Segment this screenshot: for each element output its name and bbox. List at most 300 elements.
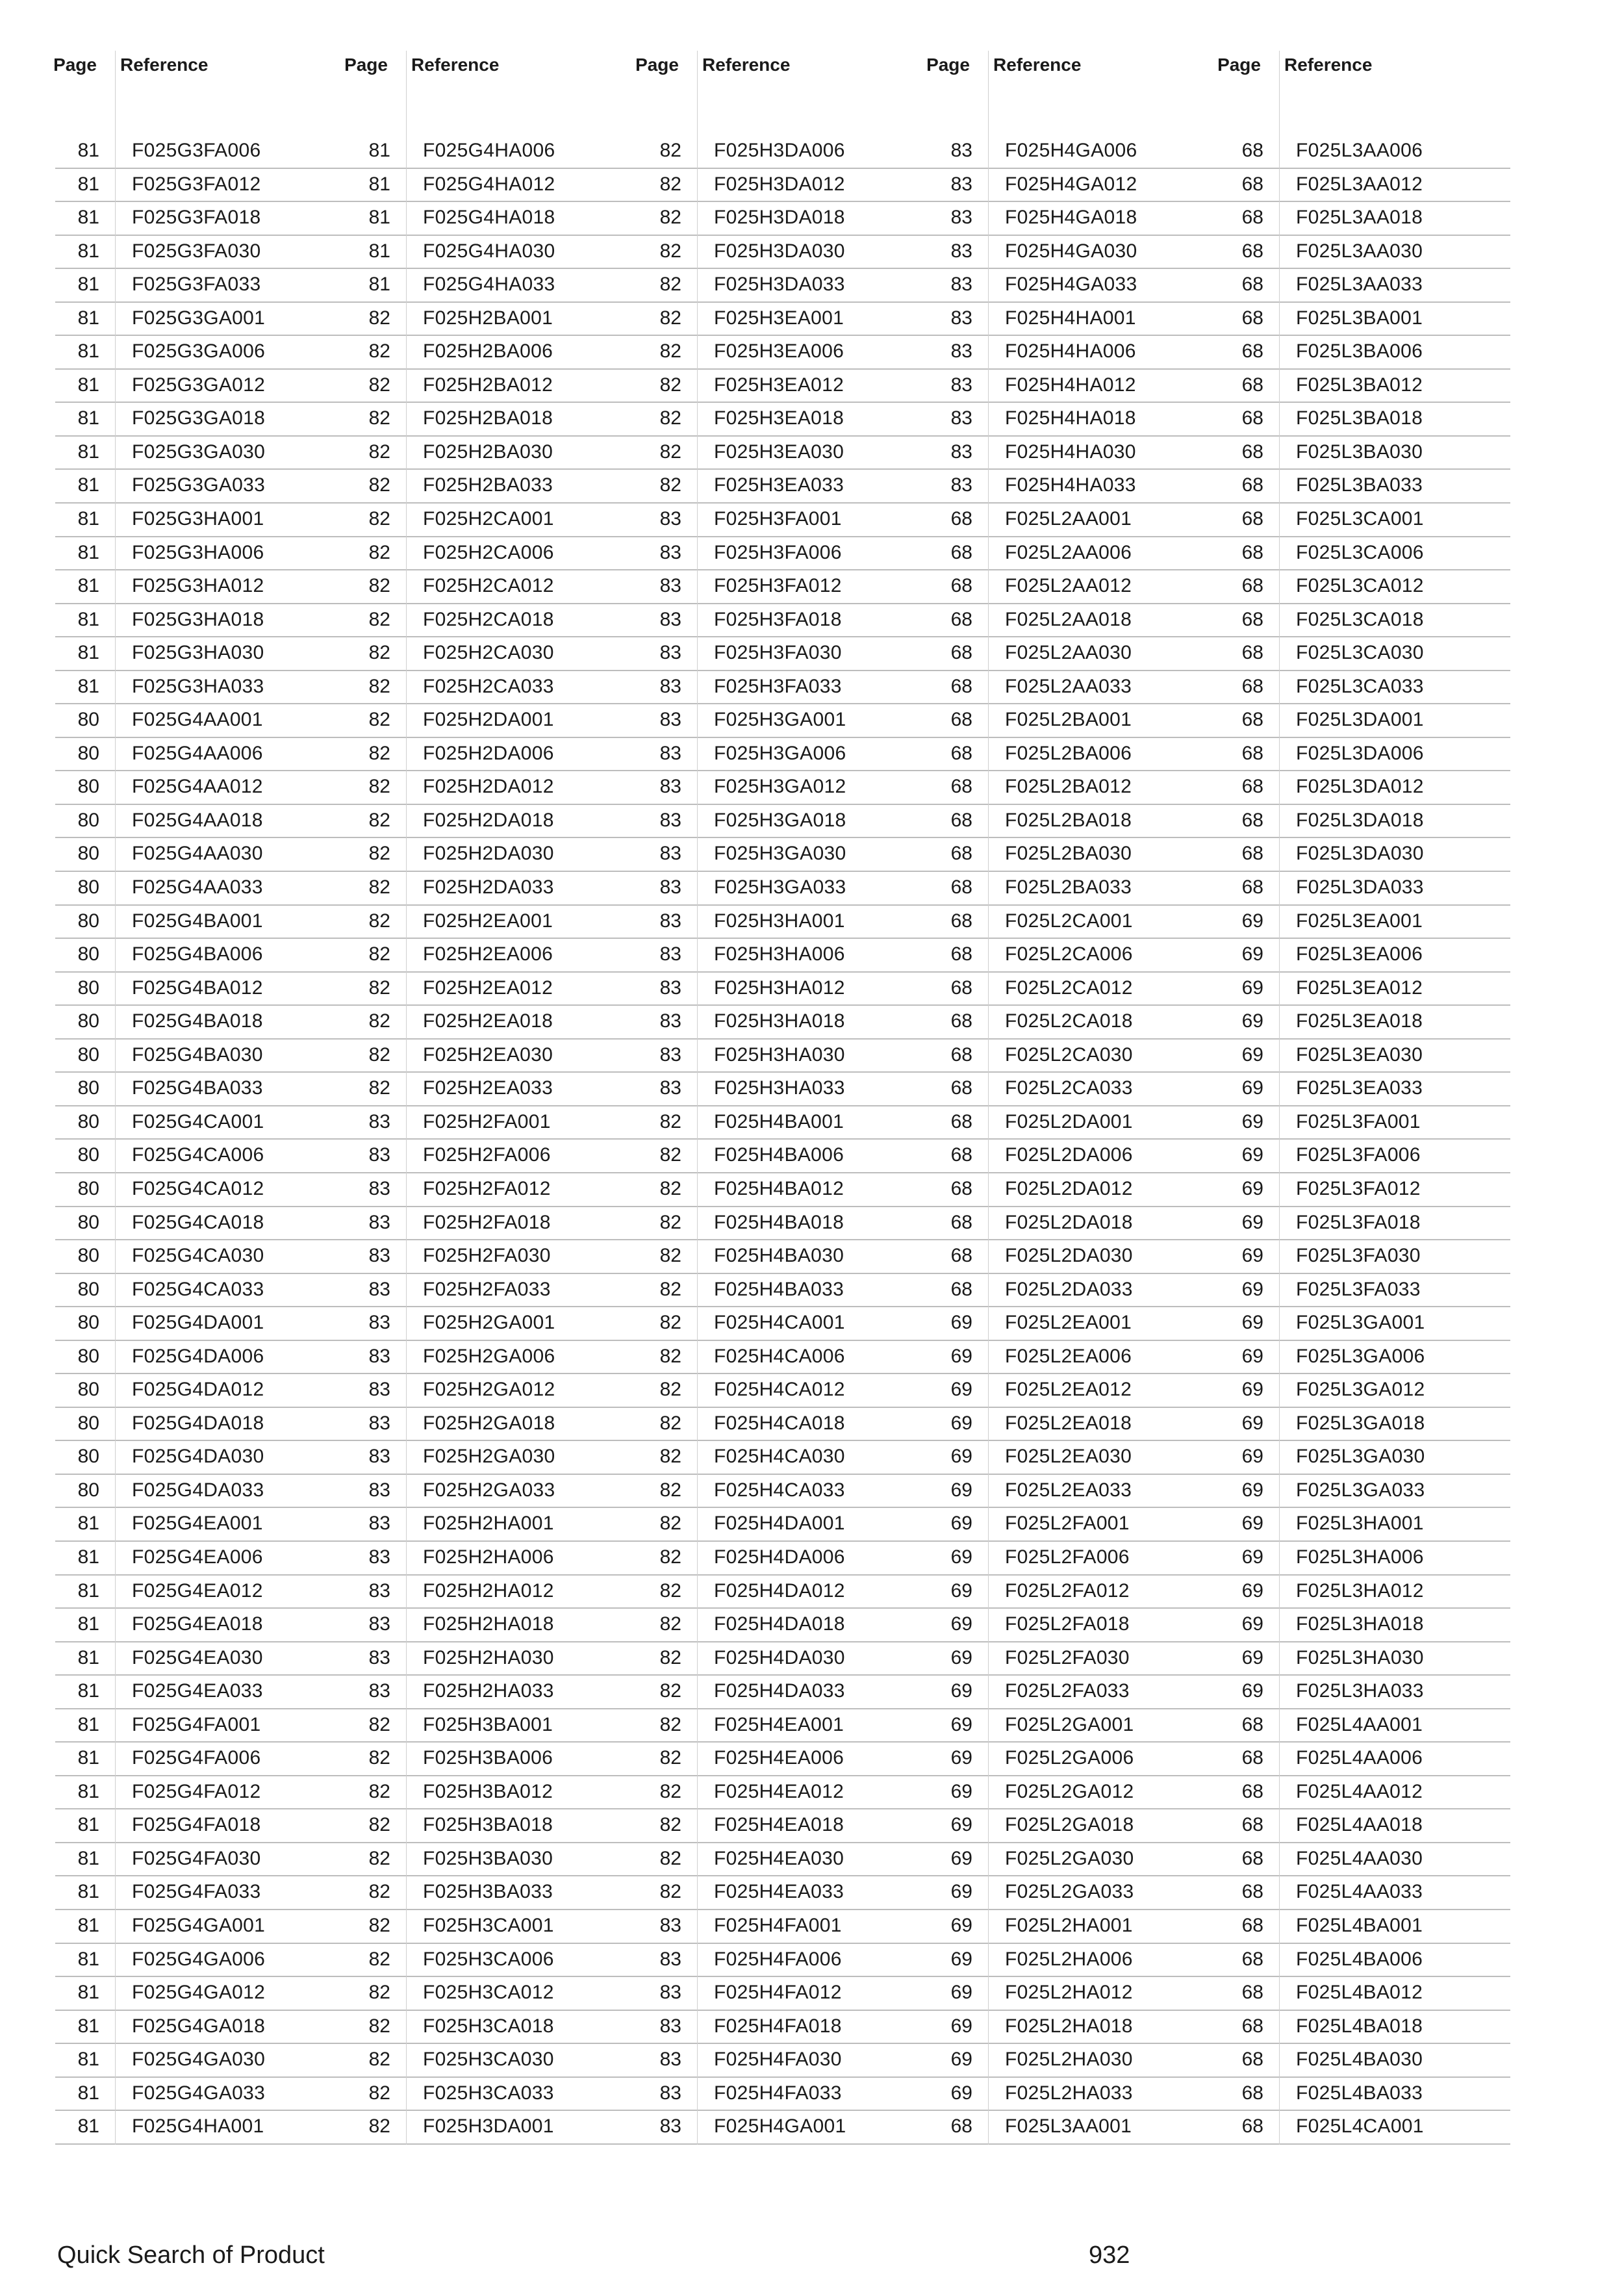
page-cell: 82: [659, 1278, 681, 1300]
page-cell: 80: [77, 1278, 99, 1300]
page-cell: 80: [77, 1345, 99, 1367]
page-cell: 69: [1241, 977, 1263, 999]
page-cell: 81: [77, 140, 99, 161]
table-row: [55, 437, 1510, 470]
page-cell: 81: [77, 407, 99, 429]
page-cell: 82: [368, 374, 390, 396]
page-cell: 81: [77, 575, 99, 597]
page-cell: 80: [77, 1077, 99, 1099]
page-cell: 83: [659, 675, 681, 697]
reference-cell: F025H3CA033: [423, 2082, 554, 2104]
page-cell: 81: [77, 2082, 99, 2104]
reference-cell: F025H3FA012: [714, 575, 842, 597]
reference-cell: F025H4HA030: [1005, 441, 1136, 463]
reference-cell: F025H2CA012: [423, 575, 554, 597]
page-cell: 68: [950, 1245, 972, 1267]
page-cell: 69: [950, 1680, 972, 1702]
page-cell: 68: [950, 608, 972, 630]
table-row: [55, 1977, 1510, 2011]
reference-cell: F025L2AA033: [1005, 675, 1132, 697]
page-cell: 69: [1241, 1345, 1263, 1367]
page-cell: 81: [77, 441, 99, 463]
page-cell: 83: [659, 2115, 681, 2138]
reference-cell: F025G4EA030: [132, 1646, 263, 1668]
reference-cell: F025H2DA012: [423, 776, 554, 798]
page-cell: 69: [1241, 1613, 1263, 1635]
reference-cell: F025L3BA030: [1296, 441, 1423, 463]
page-cell: 83: [368, 1646, 390, 1668]
page-cell: 68: [950, 910, 972, 932]
page-cell: 83: [950, 374, 972, 396]
page-cell: 81: [77, 1513, 99, 1535]
reference-cell: F025G3FA018: [132, 207, 261, 229]
reference-cell: F025L3AA018: [1296, 207, 1423, 229]
reference-cell: F025G4BA033: [132, 1077, 263, 1099]
page-cell: 68: [1241, 2115, 1263, 2138]
page-cell: 82: [659, 1379, 681, 1401]
page-cell: 68: [1241, 173, 1263, 195]
reference-cell: F025L4BA006: [1296, 1948, 1423, 1970]
reference-cell: F025H4DA012: [714, 1579, 845, 1602]
reference-cell: F025H2HA030: [423, 1646, 554, 1668]
page-cell: 68: [1241, 1914, 1263, 1936]
header-page-label: Page: [53, 55, 97, 75]
reference-cell: F025L2EA001: [1005, 1312, 1132, 1334]
reference-cell: F025H2FA018: [423, 1211, 551, 1233]
page-cell: 68: [1241, 675, 1263, 697]
page-cell: 69: [950, 1914, 972, 1936]
page-cell: 69: [950, 1814, 972, 1836]
page-cell: 82: [368, 1881, 390, 1903]
reference-cell: F025G3FA033: [132, 274, 261, 296]
page-cell: 82: [659, 140, 681, 161]
reference-cell: F025G4EA018: [132, 1613, 263, 1635]
reference-cell: F025H2DA018: [423, 809, 554, 831]
reference-cell: F025L2HA018: [1005, 2015, 1133, 2037]
page-cell: 69: [1241, 1043, 1263, 1066]
reference-cell: F025L2GA030: [1005, 1847, 1134, 1869]
page-cell: 80: [77, 876, 99, 899]
reference-cell: F025G4DA033: [132, 1479, 264, 1501]
table-row: [55, 570, 1510, 604]
page-cell: 69: [950, 1613, 972, 1635]
page-cell: 82: [659, 1245, 681, 1267]
reference-cell: F025L2CA001: [1005, 910, 1133, 932]
reference-cell: F025H2GA006: [423, 1345, 555, 1367]
page-cell: 68: [950, 1177, 972, 1199]
page-cell: 83: [659, 2015, 681, 2037]
reference-cell: F025L3BA006: [1296, 340, 1423, 363]
reference-cell: F025L2HA030: [1005, 2049, 1133, 2071]
page-cell: 69: [950, 1379, 972, 1401]
page-cell: 80: [77, 843, 99, 865]
page-cell: 82: [368, 876, 390, 899]
reference-cell: F025H3DA033: [714, 274, 845, 296]
table-header: [55, 51, 1510, 135]
reference-cell: F025L2FA018: [1005, 1613, 1130, 1635]
reference-cell: F025L2DA033: [1005, 1278, 1133, 1300]
reference-cell: F025H4BA018: [714, 1211, 844, 1233]
reference-cell: F025L4AA001: [1296, 1713, 1423, 1735]
page-cell: 68: [950, 508, 972, 530]
page-cell: 82: [368, 776, 390, 798]
reference-cell: F025H4EA018: [714, 1814, 844, 1836]
page-cell: 80: [77, 1479, 99, 1501]
page-cell: 80: [77, 742, 99, 764]
table-row: [55, 1542, 1510, 1576]
reference-cell: F025G3GA006: [132, 340, 266, 363]
page-cell: 80: [77, 1043, 99, 1066]
reference-cell: F025G4GA012: [132, 1982, 266, 2004]
page-cell: 81: [77, 642, 99, 664]
page-cell: 68: [1241, 407, 1263, 429]
page-cell: 69: [950, 1948, 972, 1970]
header-page-label: Page: [344, 55, 388, 75]
header-page-label: Page: [635, 55, 679, 75]
reference-cell: F025G4BA018: [132, 1010, 263, 1032]
page-cell: 82: [368, 642, 390, 664]
reference-cell: F025H4EA006: [714, 1747, 844, 1769]
reference-cell: F025G4GA018: [132, 2015, 266, 2037]
page-cell: 68: [1241, 1814, 1263, 1836]
reference-cell: F025H3CA001: [423, 1914, 554, 1936]
reference-cell: F025L3GA030: [1296, 1446, 1425, 1468]
table-row: [55, 1240, 1510, 1274]
reference-cell: F025H3CA012: [423, 1982, 554, 2004]
reference-cell: F025G4FA006: [132, 1747, 261, 1769]
page-cell: 83: [950, 140, 972, 161]
page-cell: 69: [950, 1881, 972, 1903]
reference-cell: F025L4AA030: [1296, 1847, 1423, 1869]
reference-cell: F025H4FA018: [714, 2015, 842, 2037]
reference-cell: F025H4DA018: [714, 1613, 845, 1635]
reference-cell: F025H2FA030: [423, 1245, 551, 1267]
reference-cell: F025G3HA012: [132, 575, 264, 597]
reference-cell: F025L3EA033: [1296, 1077, 1423, 1099]
reference-cell: F025H2FA006: [423, 1144, 551, 1166]
page-cell: 82: [368, 340, 390, 363]
reference-cell: F025H4GA006: [1005, 140, 1137, 161]
reference-cell: F025G3GA018: [132, 407, 266, 429]
page-cell: 82: [659, 274, 681, 296]
reference-cell: F025H3BA012: [423, 1780, 553, 1802]
page-cell: 83: [659, 1948, 681, 1970]
table-row: [55, 1274, 1510, 1308]
page-cell: 69: [950, 1312, 972, 1334]
reference-cell: F025H4EA033: [714, 1881, 844, 1903]
reference-cell: F025G4CA018: [132, 1211, 264, 1233]
reference-cell: F025H3HA033: [714, 1077, 845, 1099]
reference-cell: F025H3FA018: [714, 608, 842, 630]
reference-cell: F025L3EA001: [1296, 910, 1423, 932]
page-cell: 68: [1241, 843, 1263, 865]
page-cell: 83: [950, 441, 972, 463]
page-cell: 82: [368, 575, 390, 597]
page-cell: 68: [950, 675, 972, 697]
reference-cell: F025L4AA018: [1296, 1814, 1423, 1836]
page-cell: 82: [368, 474, 390, 496]
reference-cell: F025H2GA030: [423, 1446, 555, 1468]
reference-cell: F025L3HA006: [1296, 1546, 1424, 1568]
reference-cell: F025H4HA018: [1005, 407, 1136, 429]
page-cell: 83: [659, 843, 681, 865]
page-cell: 82: [659, 1680, 681, 1702]
page-cell: 83: [659, 608, 681, 630]
page-cell: 68: [1241, 274, 1263, 296]
reference-cell: F025G4HA030: [423, 240, 555, 262]
page-cell: 81: [77, 1780, 99, 1802]
page-cell: 82: [659, 173, 681, 195]
page-cell: 83: [368, 1446, 390, 1468]
reference-cell: F025G4DA018: [132, 1412, 264, 1434]
reference-cell: F025L4AA006: [1296, 1747, 1423, 1769]
page-cell: 81: [77, 2049, 99, 2071]
table-row: [55, 1576, 1510, 1609]
reference-cell: F025L4BA030: [1296, 2049, 1423, 2071]
reference-cell: F025H4BA030: [714, 1245, 844, 1267]
page-cell: 82: [659, 1780, 681, 1802]
reference-cell: F025H3EA006: [714, 340, 844, 363]
reference-cell: F025G3HA006: [132, 541, 264, 563]
page-cell: 69: [950, 2015, 972, 2037]
page-cell: 68: [1241, 1847, 1263, 1869]
page-cell: 68: [1241, 307, 1263, 329]
table-row: [55, 1408, 1510, 1442]
reference-cell: F025H4GA012: [1005, 173, 1137, 195]
reference-cell: F025L2CA030: [1005, 1043, 1133, 1066]
reference-cell: F025H4CA018: [714, 1412, 845, 1434]
table-row: [55, 738, 1510, 772]
table-row: [55, 370, 1510, 403]
reference-cell: F025L2BA018: [1005, 809, 1132, 831]
page-cell: 69: [1241, 1479, 1263, 1501]
page-cell: 81: [77, 1546, 99, 1568]
reference-cell: F025L2GA006: [1005, 1747, 1134, 1769]
reference-cell: F025L4BA018: [1296, 2015, 1423, 2037]
page-cell: 83: [368, 1245, 390, 1267]
reference-cell: F025L3EA030: [1296, 1043, 1423, 1066]
reference-cell: F025G4DA030: [132, 1446, 264, 1468]
page-cell: 83: [368, 1144, 390, 1166]
reference-cell: F025G4BA030: [132, 1043, 263, 1066]
page-cell: 68: [950, 1144, 972, 1166]
reference-cell: F025L3HA033: [1296, 1680, 1424, 1702]
page-cell: 82: [368, 441, 390, 463]
reference-cell: F025L3FA012: [1296, 1177, 1421, 1199]
page-cell: 68: [1241, 207, 1263, 229]
page-cell: 83: [368, 1379, 390, 1401]
reference-cell: F025H2BA006: [423, 340, 553, 363]
reference-cell: F025H4FA006: [714, 1948, 842, 1970]
table-row: [55, 1709, 1510, 1743]
reference-cell: F025H3EA001: [714, 307, 844, 329]
table-row: [55, 1307, 1510, 1341]
page-cell: 83: [659, 2082, 681, 2104]
header-reference-label: Reference: [411, 55, 500, 75]
page-cell: 82: [659, 1412, 681, 1434]
table-row: [55, 1743, 1510, 1776]
page-cell: 82: [368, 977, 390, 999]
reference-cell: F025H3EA033: [714, 474, 844, 496]
reference-cell: F025H2BA012: [423, 374, 553, 396]
reference-cell: F025H2GA012: [423, 1379, 555, 1401]
reference-cell: F025L2HA001: [1005, 1914, 1133, 1936]
reference-cell: F025H2CA030: [423, 642, 554, 664]
page-cell: 82: [368, 1077, 390, 1099]
reference-cell: F025L3AA006: [1296, 140, 1423, 161]
page-cell: 82: [659, 1312, 681, 1334]
reference-cell: F025L3EA018: [1296, 1010, 1423, 1032]
page-cell: 81: [77, 1814, 99, 1836]
page-cell: 82: [659, 374, 681, 396]
page-cell: 82: [659, 1177, 681, 1199]
page-cell: 69: [950, 1579, 972, 1602]
table-row: [55, 2078, 1510, 2112]
page-cell: 81: [77, 1881, 99, 1903]
page-cell: 83: [368, 1613, 390, 1635]
page-cell: 69: [1241, 1646, 1263, 1668]
reference-cell: F025H2DA033: [423, 876, 554, 899]
page-cell: 68: [1241, 1747, 1263, 1769]
page-cell: 68: [950, 1077, 972, 1099]
reference-cell: F025H2GA001: [423, 1312, 555, 1334]
page-cell: 82: [659, 1814, 681, 1836]
page-cell: 68: [950, 1043, 972, 1066]
table-row: [55, 604, 1510, 638]
page-cell: 69: [950, 1847, 972, 1869]
reference-cell: F025H2EA006: [423, 943, 553, 965]
reference-cell: F025H4CA001: [714, 1312, 845, 1334]
page-cell: 82: [659, 1345, 681, 1367]
page-cell: 80: [77, 709, 99, 731]
table-row: [55, 1073, 1510, 1106]
reference-cell: F025L3EA012: [1296, 977, 1423, 999]
page-cell: 80: [77, 1211, 99, 1233]
reference-cell: F025H4BA001: [714, 1110, 844, 1132]
page-cell: 69: [950, 1546, 972, 1568]
page-cell: 81: [77, 173, 99, 195]
reference-cell: F025H3FA006: [714, 541, 842, 563]
reference-cell: F025H4HA033: [1005, 474, 1136, 496]
reference-cell: F025L3FA018: [1296, 1211, 1421, 1233]
reference-cell: F025G3HA030: [132, 642, 264, 664]
reference-cell: F025H4DA033: [714, 1680, 845, 1702]
page-cell: 68: [1241, 809, 1263, 831]
page-cell: 69: [950, 1982, 972, 2004]
reference-cell: F025L2CA033: [1005, 1077, 1133, 1099]
page-cell: 82: [368, 541, 390, 563]
page-cell: 68: [1241, 2015, 1263, 2037]
table-row: [55, 671, 1510, 705]
table-row: [55, 504, 1510, 537]
header-page-label: Page: [926, 55, 970, 75]
reference-cell: F025L4BA033: [1296, 2082, 1423, 2104]
reference-cell: F025H4BA006: [714, 1144, 844, 1166]
page-cell: 81: [77, 541, 99, 563]
reference-cell: F025L4AA012: [1296, 1780, 1423, 1802]
page-cell: 82: [659, 1747, 681, 1769]
reference-cell: F025H2CA018: [423, 608, 554, 630]
page-cell: 80: [77, 1010, 99, 1032]
page-cell: 82: [659, 1211, 681, 1233]
table-row: [55, 704, 1510, 738]
page-cell: 82: [659, 307, 681, 329]
page-cell: 81: [77, 1579, 99, 1602]
table-row: [55, 973, 1510, 1006]
reference-cell: F025L2DA030: [1005, 1245, 1133, 1267]
page-cell: 81: [368, 140, 390, 161]
reference-cell: F025H2HA006: [423, 1546, 554, 1568]
page-cell: 81: [368, 240, 390, 262]
page-cell: 80: [77, 910, 99, 932]
page-cell: 81: [77, 1982, 99, 2004]
page-cell: 68: [1241, 575, 1263, 597]
table-row: [55, 1374, 1510, 1408]
reference-cell: F025L3FA001: [1296, 1110, 1421, 1132]
table-row: [55, 1676, 1510, 1709]
reference-cell: F025H3FA030: [714, 642, 842, 664]
table-row: [55, 1006, 1510, 1040]
table-row: [55, 838, 1510, 872]
page-cell: 82: [659, 1847, 681, 1869]
reference-cell: F025L2AA018: [1005, 608, 1132, 630]
page-cell: 69: [950, 2082, 972, 2104]
reference-cell: F025G4FA001: [132, 1713, 261, 1735]
reference-cell: F025G4FA033: [132, 1881, 261, 1903]
table-row: [55, 1106, 1510, 1140]
page-cell: 82: [368, 2015, 390, 2037]
table-row: [55, 1642, 1510, 1676]
reference-cell: F025H3HA006: [714, 943, 845, 965]
page-cell: 69: [950, 1412, 972, 1434]
reference-cell: F025H3HA018: [714, 1010, 845, 1032]
page-cell: 69: [1241, 1110, 1263, 1132]
reference-cell: F025G4FA030: [132, 1847, 261, 1869]
reference-cell: F025L4BA012: [1296, 1982, 1423, 2004]
reference-cell: F025L4BA001: [1296, 1914, 1423, 1936]
reference-cell: F025H2EA033: [423, 1077, 553, 1099]
reference-cell: F025L2BA001: [1005, 709, 1132, 731]
reference-cell: F025H3GA001: [714, 709, 846, 731]
page-cell: 69: [1241, 1144, 1263, 1166]
reference-cell: F025H3GA006: [714, 742, 846, 764]
page-cell: 82: [368, 407, 390, 429]
page-cell: 68: [950, 2115, 972, 2138]
reference-cell: F025H4HA001: [1005, 307, 1136, 329]
reference-cell: F025L3CA006: [1296, 541, 1424, 563]
reference-cell: F025H2CA001: [423, 508, 554, 530]
reference-cell: F025H2HA012: [423, 1579, 554, 1602]
reference-cell: F025G3GA030: [132, 441, 266, 463]
page-cell: 82: [659, 207, 681, 229]
reference-cell: F025H4CA012: [714, 1379, 845, 1401]
page-cell: 68: [950, 977, 972, 999]
reference-cell: F025L3AA012: [1296, 173, 1423, 195]
reference-cell: F025G4EA033: [132, 1680, 263, 1702]
page-cell: 82: [368, 1948, 390, 1970]
reference-cell: F025H2FA012: [423, 1177, 551, 1199]
header-reference-label: Reference: [702, 55, 791, 75]
page-cell: 80: [77, 1412, 99, 1434]
page-cell: 69: [950, 1513, 972, 1535]
reference-cell: F025H4DA030: [714, 1646, 845, 1668]
page-cell: 80: [77, 1245, 99, 1267]
page-cell: 83: [368, 1546, 390, 1568]
reference-cell: F025H4HA006: [1005, 340, 1136, 363]
page-cell: 69: [1241, 943, 1263, 965]
reference-cell: F025G4AA006: [132, 742, 263, 764]
page-cell: 82: [659, 1646, 681, 1668]
